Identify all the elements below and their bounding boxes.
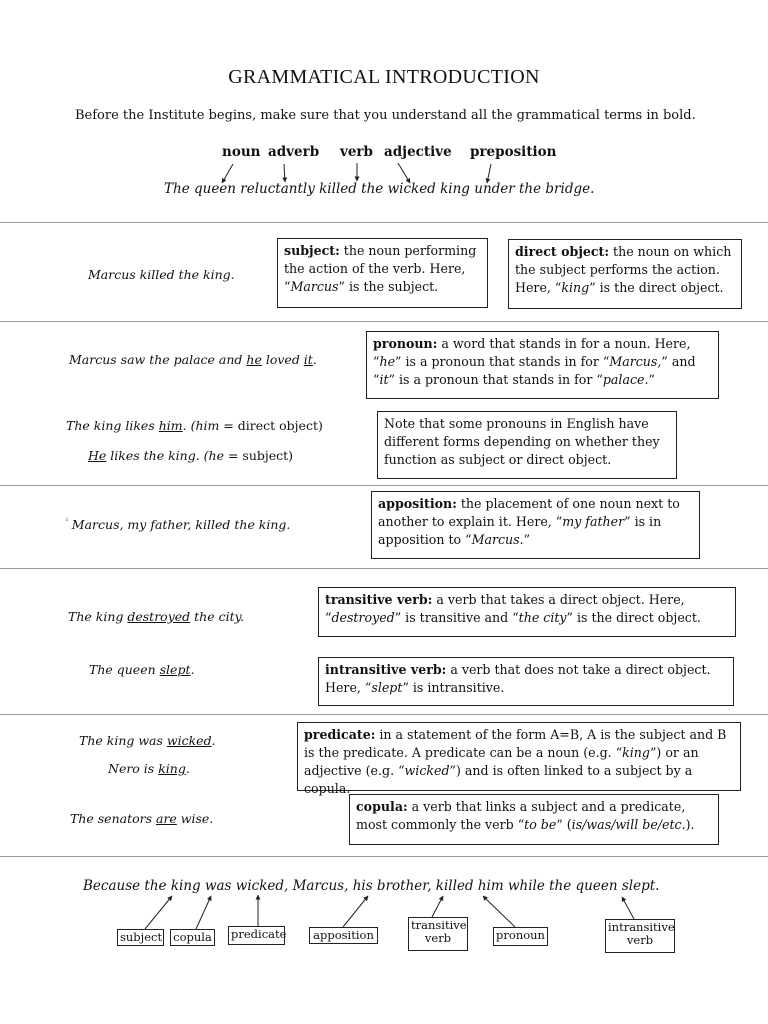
final-label-subject: subject: [117, 929, 164, 946]
divider: [0, 485, 768, 486]
sentence-pronoun-subject: He likes the king. (he = subject): [88, 448, 294, 463]
divider: [0, 714, 768, 715]
definition-apposition: apposition: the placement of one noun next to another to explain it. Here, “my father” is in apposition to “Marcus.”: [371, 491, 700, 559]
example-sentence: The queen reluctantly killed the wicked king under the bridge.: [164, 181, 595, 197]
definition-subject: subject: the noun performing the action of the verb. Here, “Marcus” is the subject.: [277, 238, 488, 308]
label-preposition: preposition: [470, 144, 557, 160]
divider: [0, 568, 768, 569]
divider: [0, 856, 768, 857]
sentence-subject: Marcus killed the king.: [88, 267, 235, 282]
final-label-transitive-verb: transitive verb: [408, 917, 468, 951]
intro-text: Before the Institute begins, make sure that you understand all the grammatical terms in bold.: [75, 108, 696, 123]
final-label-predicate: predicate: [228, 926, 285, 945]
sentence-pronoun: Marcus saw the palace and he loved it.: [69, 352, 317, 367]
arrow-subject: [145, 896, 172, 929]
sentence-pronoun-object: The king likes him. (him = direct object): [66, 418, 323, 433]
arrow-copula: [196, 896, 211, 929]
sentence-predicate-noun: Nero is king.: [108, 761, 190, 776]
sentence-transitive: The king destroyed the city.: [68, 609, 244, 624]
sentence-apposition: $^{^i}$ Marcus, my father, killed the king.: [66, 517, 291, 532]
arrow-apposition: [343, 896, 368, 927]
arrow-adverb: [284, 164, 285, 182]
page-title: GRAMMATICAL INTRODUCTION: [228, 66, 540, 88]
label-noun: noun: [222, 144, 261, 160]
definition-direct-object: direct object: the noun on which the subject performs the action. Here, “king” is the direct object.: [508, 239, 742, 309]
final-sentence: Because the king was wicked, Marcus, his brother, killed him while the queen slept.: [83, 878, 660, 894]
definition-predicate: predicate: in a statement of the form A=B, A is the subject and B is the predicate. A predicate can be a noun (e.g. “king”) or an adjective (e.g. “wicked”) and is often linked to a subject by a copula.: [297, 722, 741, 791]
final-label-pronoun: pronoun: [493, 927, 548, 946]
arrow-adjective: [398, 163, 410, 183]
final-label-copula: copula: [170, 929, 215, 946]
final-label-intransitive-verb: intransitive verb: [605, 919, 675, 953]
definition-transitive-verb: transitive verb: a verb that takes a direct object. Here, “destroyed” is transitive and “the city” is the direct object.: [318, 587, 736, 637]
label-verb: verb: [340, 144, 373, 160]
arrow-intransitive-verb: [622, 897, 634, 919]
note-pronoun-forms: Note that some pronouns in English have different forms depending on whether they function as subject or direct object.: [377, 411, 677, 479]
sentence-copula: The senators are wise.: [70, 811, 214, 826]
arrow-transitive-verb: [432, 896, 443, 917]
definition-intransitive-verb: intransitive verb: a verb that does not take a direct object. Here, “slept” is intransitive.: [318, 657, 734, 706]
sentence-intransitive: The queen slept.: [89, 662, 195, 677]
definition-pronoun: pronoun: a word that stands in for a noun. Here, “he” is a pronoun that stands in for “Marcus,” and “it” is a pronoun that stands in for “palace.”: [366, 331, 719, 399]
label-adverb: adverb: [268, 144, 320, 160]
label-adjective: adjective: [384, 144, 452, 160]
definition-copula: copula: a verb that links a subject and a predicate, most commonly the verb “to be” (is/was/will be/etc.).: [349, 794, 719, 845]
final-label-apposition: apposition: [309, 927, 378, 944]
sentence-predicate-adjective: The king was wicked.: [79, 733, 216, 748]
arrow-pronoun: [483, 896, 515, 927]
divider: [0, 222, 768, 223]
divider: [0, 321, 768, 322]
